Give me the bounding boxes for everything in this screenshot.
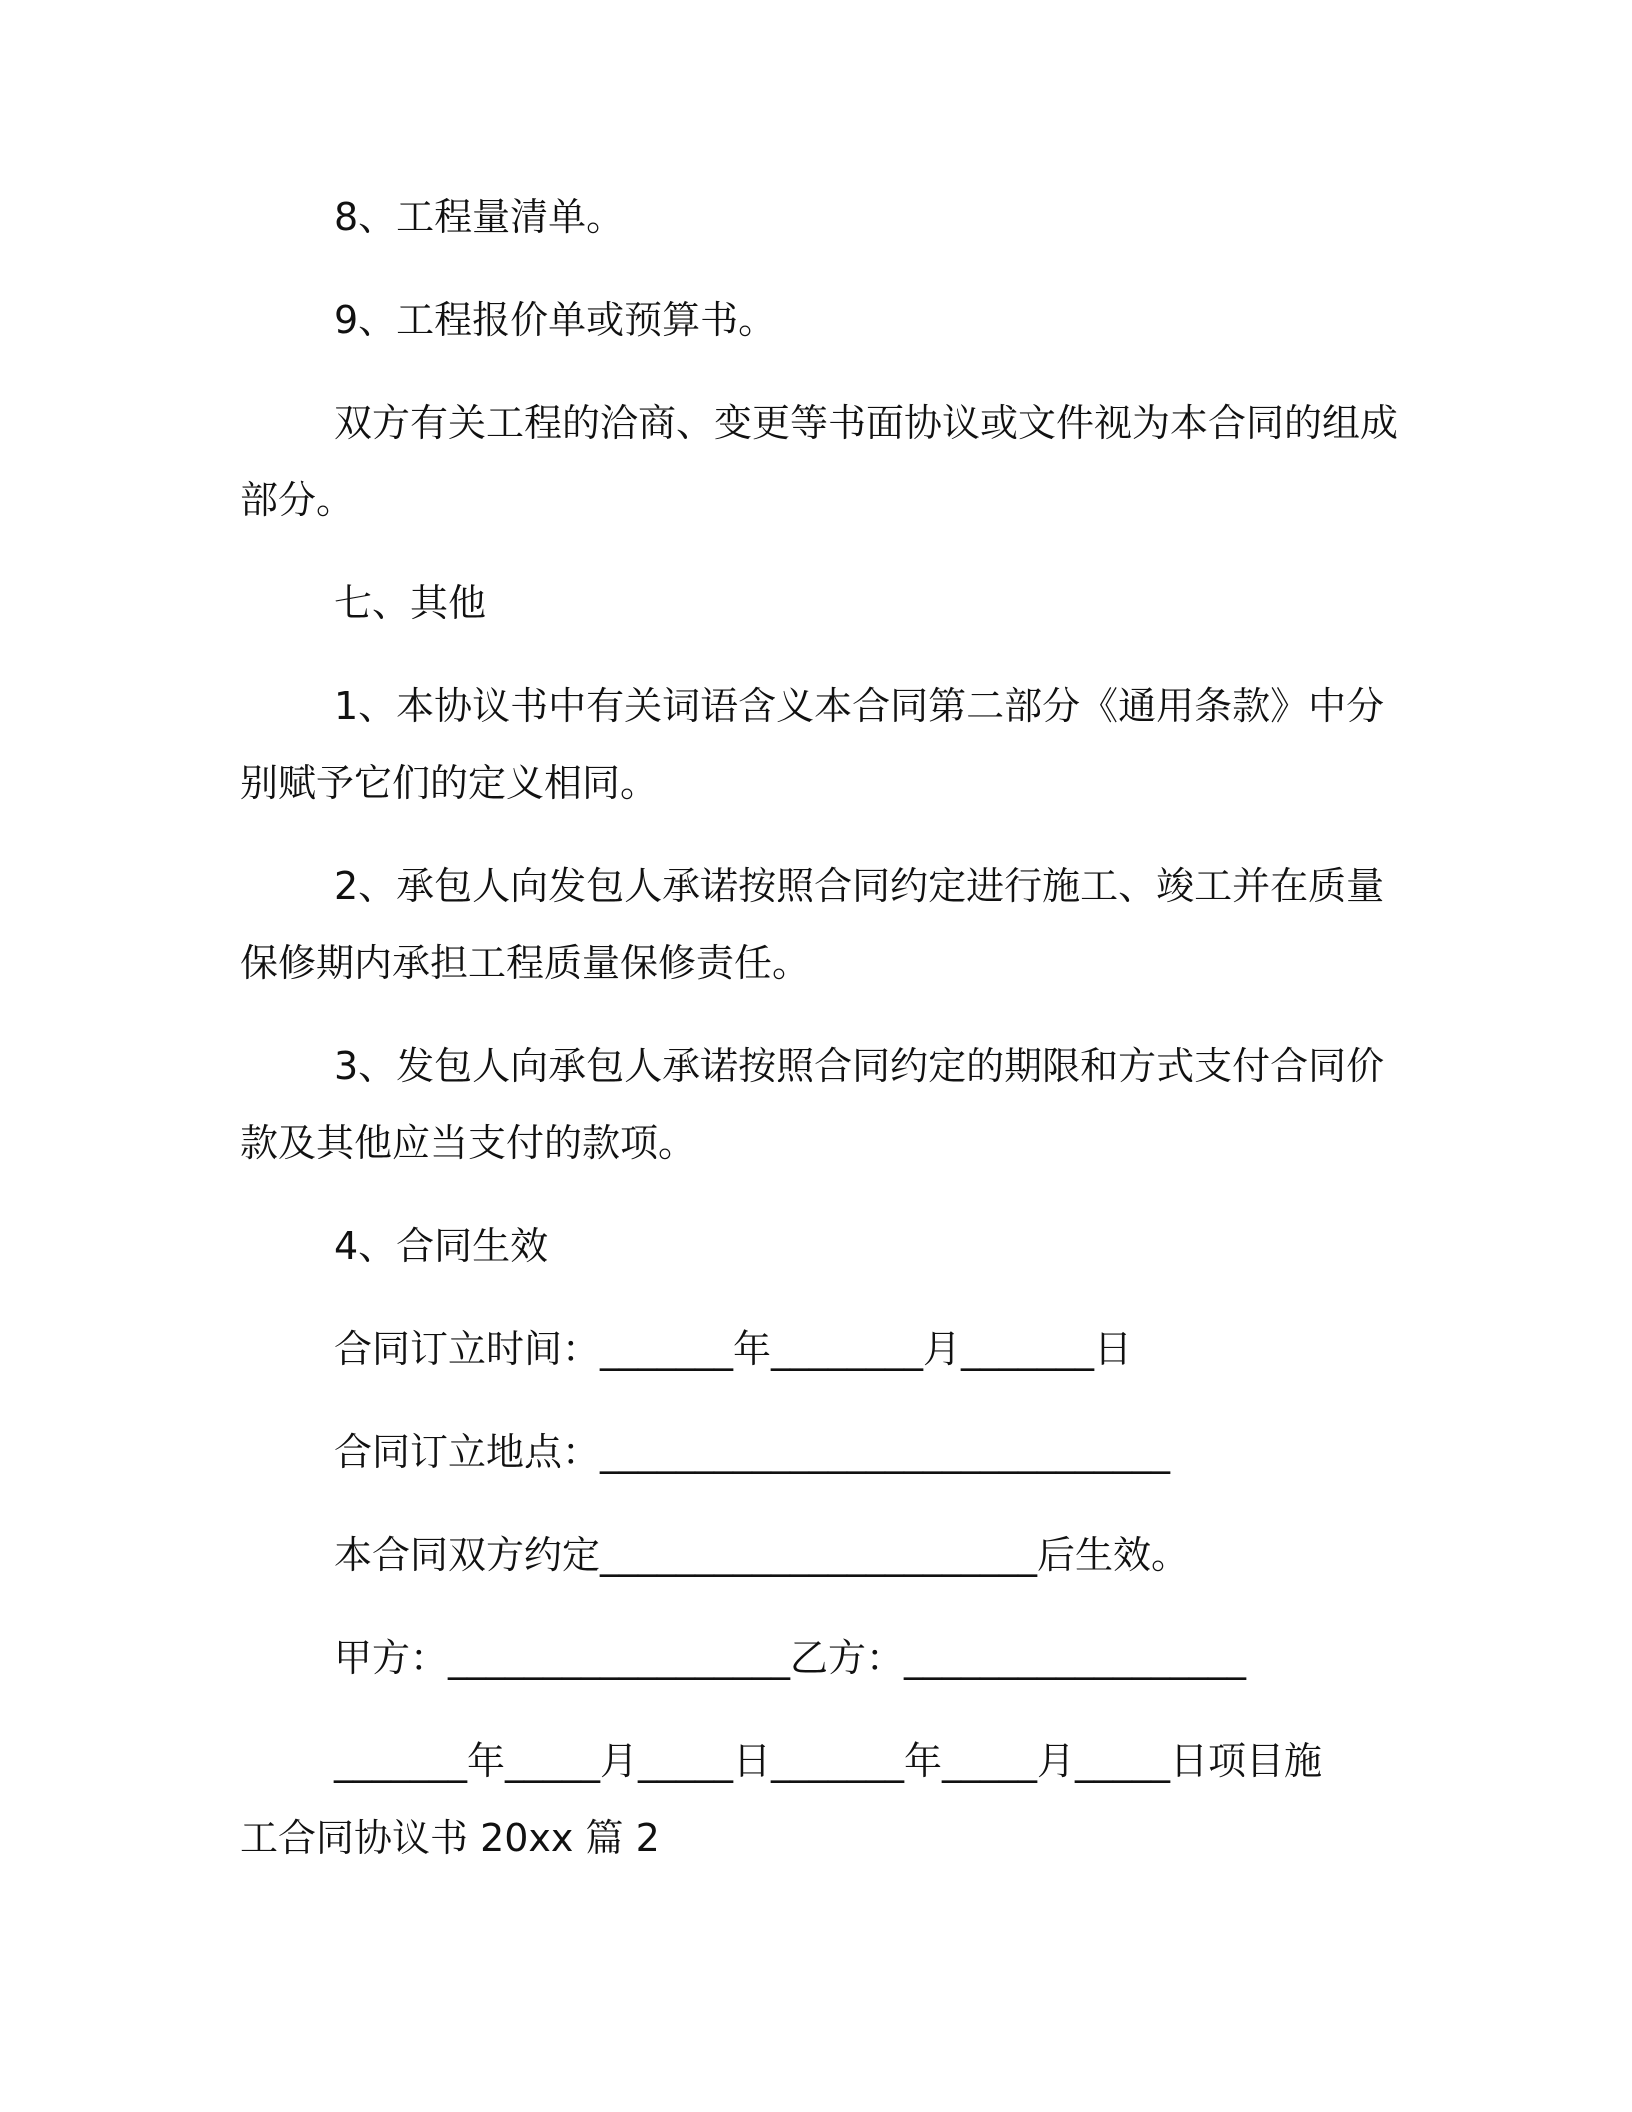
text-line-10: 3、发包人向承包人承诺按照合同约定的期限和方式支付合同价 [334,1044,1385,1088]
text-line-3: 双方有关工程的洽商、变更等书面协议或文件视为本合同的组成 [334,401,1399,445]
contract-date-line: 合同订立时间：_______年________月_______日 [334,1327,1133,1371]
text-line-9: 保修期内承担工程质量保修责任。 [240,941,811,985]
text-line-11: 款及其他应当支付的款项。 [240,1121,697,1165]
contract-place-line: 合同订立地点：______________________________ [334,1430,1171,1474]
title-line: 工合同协议书 20xx 篇 2 [240,1816,660,1860]
text-line-8: 2、承包人向发包人承诺按照合同约定进行施工、竣工并在质量 [334,864,1385,908]
section-heading: 七、其他 [334,581,487,625]
text-line-12: 4、合同生效 [334,1224,549,1268]
parties-line: 甲方：__________________乙方：__________________ [334,1636,1247,1680]
dates-line: _______年_____月_____日_______年_____月_____日项目施 [334,1739,1323,1783]
text-line-1: 8、工程量清单。 [334,195,625,239]
text-line-7: 别赋予它们的定义相同。 [240,761,659,805]
text-line-4: 部分。 [240,478,355,522]
text-line-6: 1、本协议书中有关词语含义本合同第二部分《通用条款》中分 [334,684,1385,728]
text-line-2: 9、工程报价单或预算书。 [334,298,777,342]
effective-line: 本合同双方约定_______________________后生效。 [334,1533,1190,1577]
